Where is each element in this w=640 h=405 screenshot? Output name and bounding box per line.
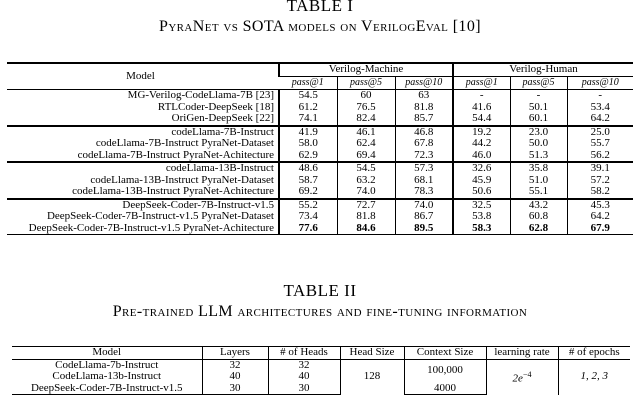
table1-cell-vm10: 46.8	[395, 126, 453, 139]
table1-cell-vm1: 61.2	[279, 102, 337, 114]
table1-cell-vh5: 62.8	[510, 223, 567, 235]
table2-header-model: Model	[12, 347, 202, 360]
table2	[12, 346, 630, 395]
table1-cell-vm10: 68.1	[395, 175, 453, 187]
table1-cell-vh10: -	[567, 90, 633, 102]
table1-row	[7, 211, 633, 223]
table1-header-vh-pass10: pass@10	[567, 77, 633, 90]
table1-cell-vm10: 67.8	[395, 138, 453, 150]
table2-cell-model: CodeLlama-13b-Instruct	[52, 370, 162, 382]
table1-title: PyraNet vs SOTA models on VerilogEval [10]	[159, 18, 481, 35]
table1-cell-vh5: 51.3	[510, 150, 567, 163]
table1-row	[7, 150, 633, 163]
table2-cell-heads: 40	[268, 371, 340, 383]
table2-header-row	[12, 347, 630, 360]
table1-cell-vm1: 62.9	[279, 150, 337, 163]
table1-cell-model: codeLlama-13B-Instruct PyraNet-Dataset	[90, 173, 274, 186]
table1-cell-vh5: 51.0	[510, 175, 567, 187]
table1-cell-vm10: 57.3	[395, 162, 453, 175]
table1-cell-vm5: 82.4	[337, 113, 395, 126]
table1-cell-model: DeepSeek-Coder-7B-Instruct-v1.5	[7, 199, 279, 212]
table1-cell-vm5: 46.1	[337, 126, 395, 139]
table2-cell-epochs: 1, 2, 3	[558, 359, 630, 395]
table1-cell-vh5: 60.1	[510, 113, 567, 126]
table2-cell-layers: 40	[202, 371, 268, 383]
table1-cell-vm5: 60	[337, 90, 395, 102]
table1-cell-model: codeLlama-7B-Instruct PyraNet-Achitecture	[77, 148, 274, 161]
table1-cell-vh10: 57.2	[567, 175, 633, 187]
table1-cell-vh1: 58.3	[453, 223, 510, 235]
table1-label: TABLE I	[286, 0, 354, 15]
table1-cell-vh10: 58.2	[567, 186, 633, 199]
table1-cell-vm10: 86.7	[395, 211, 453, 223]
table2-cell-model: DeepSeek-Coder-7B-Instruct-v1.5	[12, 383, 202, 395]
table2-cell-heads: 32	[268, 359, 340, 371]
table1-cell-vh10: 64.2	[567, 113, 633, 126]
table1-cell-vm5: 76.5	[337, 102, 395, 114]
table1-cell-vh1: -	[453, 90, 510, 102]
table1	[7, 62, 633, 235]
table1-cell-vh1: 19.2	[453, 126, 510, 139]
table2-lr-base: 2e	[512, 372, 523, 385]
table1-row	[7, 113, 633, 126]
table1-cell-vm1: 73.4	[279, 211, 337, 223]
table1-cell-vm1: 55.2	[279, 199, 337, 212]
table1-cell-vh5: 50.0	[510, 138, 567, 150]
table1-cell-vm1: 58.7	[279, 175, 337, 187]
table1-cell-model: codeLlama-7B-Instruct	[7, 126, 279, 139]
table1-header-verilog-machine: Verilog-Machine	[279, 63, 453, 77]
table2-cell-context-deepseek: 4000	[404, 383, 486, 395]
table1-cell-model: OriGen-DeepSeek [22]	[171, 112, 274, 124]
table2-cell-context-llama: 100,000	[404, 359, 486, 383]
table1-cell-vm10: 81.8	[395, 102, 453, 114]
table1-header-vh-pass1: pass@1	[453, 77, 510, 90]
table1-cell-vm5: 72.7	[337, 199, 395, 212]
table2-cell-layers: 32	[202, 359, 268, 371]
table1-header-vm-pass1: pass@1	[279, 77, 337, 90]
table2-title: Pre-trained LLM architectures and fine-tuning information	[112, 303, 528, 320]
table2-header-context-size: Context Size	[404, 347, 486, 360]
table1-cell-model: DeepSeek-Coder-7B-Instruct-v1.5 PyraNet-Achitecture	[7, 223, 279, 235]
table1-cell-vm5: 63.2	[337, 175, 395, 187]
table1-cell-vh1: 32.6	[453, 162, 510, 175]
table1-cell-vm10: 72.3	[395, 150, 453, 163]
table1-header-vm-pass10: pass@10	[395, 77, 453, 90]
table1-cell-vh1: 50.6	[453, 186, 510, 199]
table1-cell-vm5: 84.6	[337, 223, 395, 235]
table1-cell-vm1: 77.6	[279, 223, 337, 235]
table2-lr-exp: −4	[522, 369, 532, 379]
table1-cell-vm10: 74.0	[395, 199, 453, 212]
table1-cell-vh5: -	[510, 90, 567, 102]
table1-row	[7, 90, 633, 102]
table1-cell-vm10: 63	[395, 90, 453, 102]
table1-cell-vh1: 41.6	[453, 102, 510, 114]
table2-header-epochs: # of epochs	[558, 347, 630, 360]
table2-header-heads: # of Heads	[268, 347, 340, 360]
table1-header-vm-pass5: pass@5	[337, 77, 395, 90]
table1-cell-vm1: 58.0	[279, 138, 337, 150]
table1-cell-vh10: 64.2	[567, 211, 633, 223]
table1-row	[7, 186, 633, 199]
table1-cell-vh10: 53.4	[567, 102, 633, 114]
table1-header-model: Model	[7, 63, 279, 90]
table2-header-head-size: Head Size	[340, 347, 404, 360]
table1-cell-vh5: 23.0	[510, 126, 567, 139]
table1-cell-vm1: 48.6	[279, 162, 337, 175]
table2-header-learning-rate: learning rate	[486, 347, 558, 360]
table1-cell-vh10: 45.3	[567, 199, 633, 212]
table1-cell-vm5: 62.4	[337, 138, 395, 150]
table1-cell-vh10: 39.1	[567, 162, 633, 175]
table1-header-vh-pass5: pass@5	[510, 77, 567, 90]
table1-cell-vm5: 74.0	[337, 186, 395, 199]
table2-label: TABLE II	[283, 281, 357, 300]
table1-row	[7, 223, 633, 235]
table1-header-row-1	[7, 63, 633, 77]
table1-cell-vm10: 78.3	[395, 186, 453, 199]
table1-cell-vh1: 44.2	[453, 138, 510, 150]
table1-cell-vm1: 41.9	[279, 126, 337, 139]
table1-cell-model: RTLCoder-DeepSeek [18]	[157, 100, 274, 113]
table1-row	[7, 162, 633, 175]
table1-cell-model: codeLlama-7B-Instruct PyraNet-Dataset	[95, 137, 274, 149]
table1-cell-vh1: 45.9	[453, 175, 510, 187]
table2-cell-learning-rate	[486, 359, 558, 395]
table2-cell-heads: 30	[268, 383, 340, 395]
table2-cell-head-size: 128	[340, 359, 404, 395]
table1-cell-vh1: 46.0	[453, 150, 510, 163]
table1-cell-vh5: 55.1	[510, 186, 567, 199]
table1-cell-vm1: 69.2	[279, 186, 337, 199]
table1-cell-vm5: 69.4	[337, 150, 395, 163]
table1-cell-vm10: 85.7	[395, 113, 453, 126]
table1-cell-vh1: 32.5	[453, 199, 510, 212]
table1-header-verilog-human: Verilog-Human	[453, 63, 633, 77]
table1-cell-model: codeLlama-13B-Instruct	[7, 162, 279, 175]
table1-cell-vh10: 55.7	[567, 138, 633, 150]
table1-cell-vh1: 53.8	[453, 211, 510, 223]
table1-cell-vh10: 25.0	[567, 126, 633, 139]
table1-cell-vm1: 74.1	[279, 113, 337, 126]
table1-cell-model: MG-Verilog-CodeLlama-7B [23]	[127, 89, 274, 101]
table1-cell-vh5: 35.8	[510, 162, 567, 175]
table2-cell-model: CodeLlama-7b-Instruct	[55, 358, 159, 371]
table1-cell-vm1: 54.5	[279, 90, 337, 102]
table1-cell-vm5: 81.8	[337, 211, 395, 223]
table1-cell-model: codeLlama-13B-Instruct PyraNet-Achitecture	[72, 185, 274, 197]
table1-cell-vm5: 54.5	[337, 162, 395, 175]
table2-cell-layers: 30	[202, 383, 268, 395]
table1-cell-vh5: 50.1	[510, 102, 567, 114]
table1-cell-vh10: 67.9	[567, 223, 633, 235]
table1-cell-vh10: 56.2	[567, 150, 633, 163]
table2-header-layers: Layers	[202, 347, 268, 360]
table1-cell-vh1: 54.4	[453, 113, 510, 126]
table1-row	[7, 138, 633, 150]
table1-cell-vh5: 60.8	[510, 211, 567, 223]
table1-cell-vm10: 89.5	[395, 223, 453, 235]
table1-cell-vh5: 43.2	[510, 199, 567, 212]
table1-cell-model: DeepSeek-Coder-7B-Instruct-v1.5 PyraNet-Dataset	[46, 210, 274, 222]
